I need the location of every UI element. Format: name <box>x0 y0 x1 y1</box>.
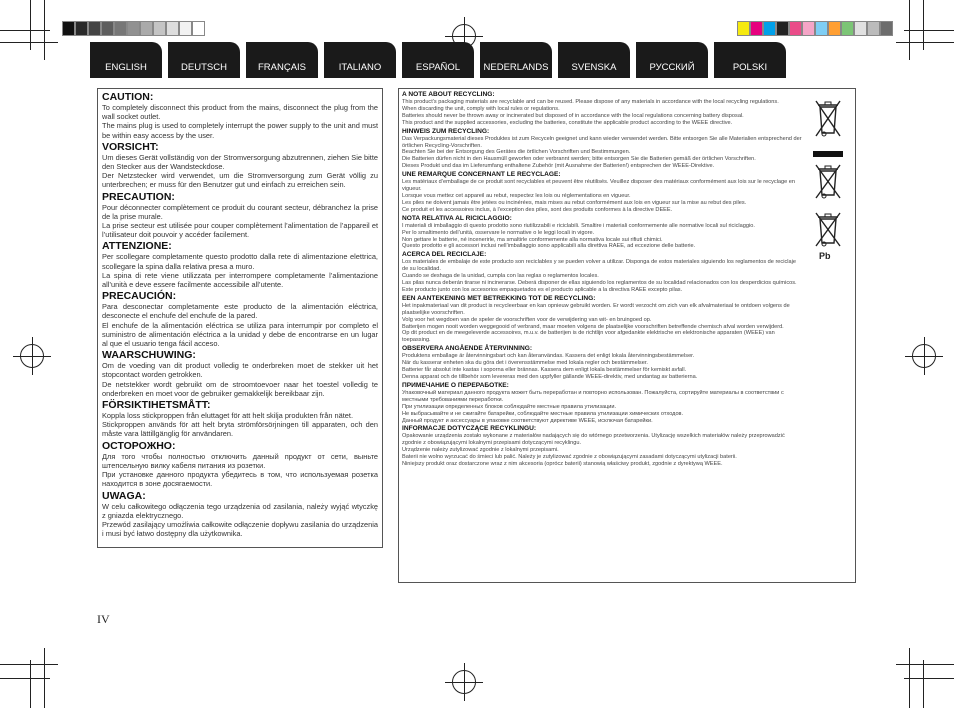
language-tab: DEUTSCH <box>168 42 240 78</box>
color-swatch <box>62 21 75 36</box>
crop-mark <box>923 0 924 50</box>
caution-box <box>97 88 383 548</box>
section-paragraph: Не выбрасывайте и не сжигайте батарейки, соблюдайте местные правила утилизации химических отходов. <box>402 410 684 417</box>
section-paragraph: When discarding the unit, comply with local rules or regulations. <box>402 105 560 112</box>
section-paragraph: This product and the supplied accessories, excluding the batteries, constitute the applicable product according to the WEEE directive. <box>402 119 733 126</box>
section-heading: VORSICHT: <box>102 140 159 153</box>
color-swatch <box>75 21 88 36</box>
recycling-box <box>398 88 856 583</box>
section-heading: NOTA RELATIVA AL RICICLAGGIO: <box>402 214 512 222</box>
section-paragraph: Per lo smaltimento dell’unità, osservare le normative o le leggi locali in vigore. <box>402 229 595 236</box>
language-tab: ESPAÑOL <box>402 42 474 78</box>
crop-mark <box>30 660 31 708</box>
section-heading: FÖRSIKTIHETSMÅTT: <box>102 399 211 412</box>
section-paragraph: Das Verpackungsmaterial dieses Produktes ist zum Recyceln geeignet und kann wieder verwendet werden. Bitte entsorgen Sie alle Materialien entsprechend der örtlichen Recycling-Vorschriften. <box>402 135 802 149</box>
section-paragraph: Для того чтобы полностью отключить данный продукт от сети, выньте штепсельную вилку кабеля питания из розетки. <box>102 451 378 470</box>
section-paragraph: This product’s packaging materials are recyclable and can be reused. Please dispose of any materials in accordance with the local recycling regulations. <box>402 99 779 105</box>
crop-mark <box>30 0 31 50</box>
section-paragraph: Данный продукт и аксессуары в упаковке соответствуют директиве WEEE, исключая батарейки. <box>402 417 653 424</box>
section-paragraph: Batterier får absolut inte kastas i soporna eller brännas. Kassera dem enligt lokala bestämmelser för kemiskt avfall. <box>402 367 687 374</box>
language-tab: NEDERLANDS <box>480 42 552 78</box>
section-paragraph: El enchufe de la alimentación eléctrica se utiliza para interrumpir por completo el suministro de alimentación eléctrica a la unidad y debe de encontrarse en un lugar al que el usuario tenga fácil acceso. <box>102 320 378 349</box>
crop-mark <box>0 678 50 679</box>
section-paragraph: Opakowanie urządzenia zostało wykonane z materiałów nadających się do wtórnego przetworzenia. Utylizację wszelkich materiałów należy przeprowadzić zgodnie z obowiązującymi lokalnymi przepisami dotyczącymi recyklingu. <box>402 433 785 447</box>
section-paragraph: Cuando se deshaga de la unidad, cumpla con las reglas o reglamentos locales. <box>402 273 599 280</box>
language-tab: SVENSKA <box>558 42 630 78</box>
section-paragraph: Der Netzstecker wird verwendet, um die Stromversorgung zum Gerät völlig zu unterbrechen; er muss für den Benutzer gut und einfach zu erreichen sein. <box>102 171 378 190</box>
crop-mark <box>0 30 50 31</box>
color-swatch <box>789 21 802 36</box>
section-heading: ОСТОРОЖНО: <box>102 439 176 452</box>
section-heading: ПРИМЕЧАНИЕ О ПЕРЕРАБОТКЕ: <box>402 381 509 389</box>
section-paragraph: Batterijen mogen nooit worden weggegooid of verbrand, maar moeten volgens de plaatselijke voorschriften betreffende chemisch afval worden verwijderd. <box>402 323 784 330</box>
section-paragraph: Die Batterien dürfen nicht in den Hausmüll geworfen oder verbrannt werden; bitte entsorgen Sie die Batterien gemäß der örtlichen Vorschriften. <box>402 156 756 163</box>
crop-mark <box>923 660 924 708</box>
language-tabs <box>90 42 786 78</box>
color-swatch <box>763 21 776 36</box>
color-swatch <box>776 21 789 36</box>
section-heading: OBSERVERA ANGÅENDE ÅTERVINNING: <box>402 345 533 353</box>
color-swatch <box>841 21 854 36</box>
section-paragraph: Pour déconnecter complètement ce produit du courant secteur, débranchez la prise de la prise murale. <box>102 202 378 221</box>
registration-mark <box>912 344 936 368</box>
section-paragraph: Produktens emballage är återvinningsbart och kan återanvändas. Kassera det enligt lokala återvinningsbestämmelser. <box>402 353 695 360</box>
section-heading: WAARSCHUWING: <box>102 349 196 362</box>
language-tab: ITALIANO <box>324 42 396 78</box>
color-swatch <box>737 21 750 36</box>
color-swatch <box>815 21 828 36</box>
color-swatch <box>880 21 893 36</box>
color-swatch <box>114 21 127 36</box>
crop-mark <box>896 42 954 43</box>
section-heading: A NOTE ABOUT RECYCLING: <box>402 91 495 98</box>
section-paragraph: Om de voeding van dit product volledig te onderbreken moet de stekker uit het stopcontact worden getrokken. <box>102 361 378 380</box>
recycling-text <box>402 91 802 468</box>
color-bar <box>737 21 893 36</box>
section-paragraph: Lorsque vous mettez cet appareil au rebut, respectez les lois ou réglementations en vigueur. <box>402 192 631 199</box>
crossed-bin-icon <box>815 211 841 247</box>
section-paragraph: Um dieses Gerät vollständig von der Stromversorgung abzutrennen, ziehen Sie bitte den Stecker aus der Wandsteckdose. <box>102 152 378 172</box>
crop-mark <box>904 30 954 31</box>
section-paragraph: To completely disconnect this product from the mains, disconnect the plug from the wall socket outlet. <box>102 103 378 122</box>
section-heading: HINWEIS ZUM RECYCLING: <box>402 127 490 135</box>
color-swatch <box>166 21 179 36</box>
language-tab: РУССКИЙ <box>636 42 708 78</box>
section-heading: UNE REMARQUE CONCERNANT LE RECYCLAGE: <box>402 171 561 179</box>
section-heading: UWAGA: <box>102 489 146 502</box>
section-paragraph: Para desconectar completamente este producto de la alimentación eléctrica, desconecte el enchufe del enchufe de la pared. <box>102 302 378 321</box>
section-paragraph: Questo prodotto e gli accessori inclusi nell’imballaggio sono applicabili alla direttiva RAEE, ad eccezione delle batterie. <box>402 243 696 250</box>
section-paragraph: Niniejszy produkt oraz dostarczone wraz z nim akcesoria (oprócz baterii) stanowią właściwy produkt, zgodnie z dyrektywą WEEE. <box>402 461 723 468</box>
section-heading: INFORMACJE DOTYCZĄCE RECYKLINGU: <box>402 425 537 433</box>
section-heading: EEN AANTEKENING MET BETREKKING TOT DE RECYCLING: <box>402 294 596 302</box>
section-paragraph: Les matériaux d’emballage de ce produit sont recyclables et peuvent être réutilisés. Veuillez disposer des matériaux conformément aux lois sur le recyclage en vigueur. <box>402 179 796 193</box>
section-paragraph: Het inpakmateriaal van dit product is recycleerbaar en kan opnieuw gebruikt worden. Er wordt verzocht om zich van elk afvalmateriaal te ontdoen volgens de plaatselijke voorschriften. <box>402 302 790 316</box>
section-paragraph: Batteries should never be thrown away or incinerated but disposed of in accordance with the local regulations concerning battery disposal. <box>402 112 744 119</box>
section-paragraph: Las pilas nunca deberán tirarse ni incinerarse. Deberá disponer de ellas siguiendo los reglamentos de su localidad relacionados con los desperdicios químicos. <box>402 280 797 287</box>
section-paragraph: При утилизации определенных блоков соблюдайте местные правила утилизации. <box>402 403 617 410</box>
crop-mark <box>904 678 954 679</box>
section-paragraph: Beachten Sie bei der Entsorgung des Gerätes die örtlichen Vorschriften und Bestimmungen. <box>402 149 631 156</box>
grayscale-bar <box>62 21 205 36</box>
color-swatch <box>153 21 166 36</box>
section-heading: CAUTION: <box>102 91 154 103</box>
color-swatch <box>750 21 763 36</box>
crop-mark <box>0 42 58 43</box>
section-heading: PRECAUCIÓN: <box>102 290 177 303</box>
color-swatch <box>127 21 140 36</box>
color-swatch <box>101 21 114 36</box>
color-swatch <box>192 21 205 36</box>
section-heading: ATTENZIONE: <box>102 240 172 253</box>
section-paragraph: При установке данного продукта убедитесь в том, что используемая розетка находится в зоне досягаемости. <box>102 470 378 489</box>
registration-mark <box>20 344 44 368</box>
section-heading: ACERCA DEL RECICLAJE: <box>402 251 487 259</box>
section-paragraph: The mains plug is used to completely interrupt the power supply to the unit and must be within easy access by the user. <box>102 121 378 140</box>
section-heading: PRECAUTION: <box>102 190 175 203</box>
section-paragraph: Per scollegare completamente questo prodotto dalla rete di alimentazione elettrica, scollegare la spina dalla relativa presa a muro. <box>102 252 378 271</box>
section-paragraph: Non gettare le batterie, né incenerirle, ma smaltirle conformemente alla normativa locale sui rifiuti chimici. <box>402 236 663 243</box>
color-swatch <box>867 21 880 36</box>
section-paragraph: W celu całkowitego odłączenia tego urządzenia od zasilania, należy wyjąć wtyczkę z gniazda elektrycznego. <box>102 501 378 520</box>
section-paragraph: Упаковочный материал данного продукта может быть переработан и повторно использован. Пожалуйста, сортируйте материалы в соответствии с местными требованиями переработки. <box>402 389 784 403</box>
section-paragraph: Dieses Produkt und das im Lieferumfang enthaltene Zubehör (mit Ausnahme der Batterien!) entsprechen der WEEE-Direktive. <box>402 163 715 170</box>
section-paragraph: La prise secteur est utilisée pour couper complètement l’alimentation de l’appareil et l’utilisateur doit pouvoir y accéder facilement. <box>102 221 378 240</box>
crop-mark <box>896 664 954 665</box>
section-paragraph: Ce produit et les accessoires inclus, à l’exception des piles, sont des produits conformes à la directive DEEE. <box>402 206 673 213</box>
language-tab: POLSKI <box>714 42 786 78</box>
color-swatch <box>854 21 867 36</box>
language-tab: ENGLISH <box>90 42 162 78</box>
color-swatch <box>802 21 815 36</box>
section-paragraph: Op dit product en de meegeleverde accessoires, m.u.v. de batterijen is de richtlijn voor afgedankte elektrische en elektronische apparaten (WEEE) van toepassing. <box>402 330 775 344</box>
crop-mark <box>0 664 58 665</box>
section-paragraph: Stickproppen används för att helt bryta strömförsörjningen till apparaten, och den måste vara lättillgänglig för användaren. <box>102 420 378 439</box>
section-paragraph: Volg voor het wegdoen van de speler de voorschriften voor de verwijdering van wit- en bruingoed op. <box>402 316 652 323</box>
registration-mark <box>452 670 476 694</box>
section-paragraph: Este producto junto con los accesorios empaquetados es el producto aplicable a la directiva RAEE excepto pilas. <box>402 286 683 293</box>
lead-symbol: Pb <box>819 251 831 261</box>
color-swatch <box>140 21 153 36</box>
color-swatch <box>88 21 101 36</box>
page-number: IV <box>97 612 110 626</box>
section-paragraph: Koppla loss stickproppen från eluttaget för att helt skilja produkten från nätet. <box>102 411 354 421</box>
section-paragraph: La spina di rete viene utilizzata per interrompere completamente l’alimentazione all’unità e deve essere facilmente accessibile all’utente. <box>102 270 378 290</box>
language-tab: FRANÇAIS <box>246 42 318 78</box>
section-paragraph: Les piles ne doivent jamais être jetées ou incinérées, mais mises au rebut conformément aux lois en vigueur sur la mise au rebut des piles. <box>402 199 747 206</box>
section-paragraph: Urządzenie należy zutylizować zgodnie z lokalnymi przepisami. <box>402 447 559 454</box>
color-swatch <box>828 21 841 36</box>
section-paragraph: Denna apparat och de tillbehör som levereras med den uppfyller gällande WEEE-direktiv, med undantag av batterierna. <box>402 374 698 380</box>
separate-collection-bar <box>813 151 843 157</box>
section-paragraph: Baterii nie wolno wyrzucać do śmieci lub palić. Należy je zutylizować zgodnie z obowiązującymi zasadami dotyczącymi utylizacji baterii. <box>402 454 737 461</box>
section-paragraph: De netstekker wordt gebruikt om de stroomtoevoer naar het toestel volledig te onderbreken en moet voor de gebruiker gemakkelijk bereikbaar zijn. <box>102 379 378 398</box>
color-swatch <box>179 21 192 36</box>
section-paragraph: När du kasserar enheten ska du göra det i överensstämmelse med lokala regler och bestämmelser. <box>402 360 648 367</box>
section-paragraph: Przewód zasilający umożliwia całkowite odłączenie dopływu zasilania do urządzenia i musi być łatwo dostępny dla użytkownika. <box>102 519 378 539</box>
crossed-bin-icon <box>815 99 841 137</box>
section-paragraph: Los materiales de embalaje de este producto son reciclables y se pueden volver a utilizar. Disponga de estos materiales siguiendo los reglamentos de reciclaje de su localidad. <box>402 259 796 273</box>
crossed-bin-icon <box>815 163 841 199</box>
section-paragraph: I materiali di imballaggio di questo prodotto sono riutilizzabili e riciclabili. Smaltire i materiali conformemente alle normative locali sul riciclaggio. <box>402 222 755 229</box>
